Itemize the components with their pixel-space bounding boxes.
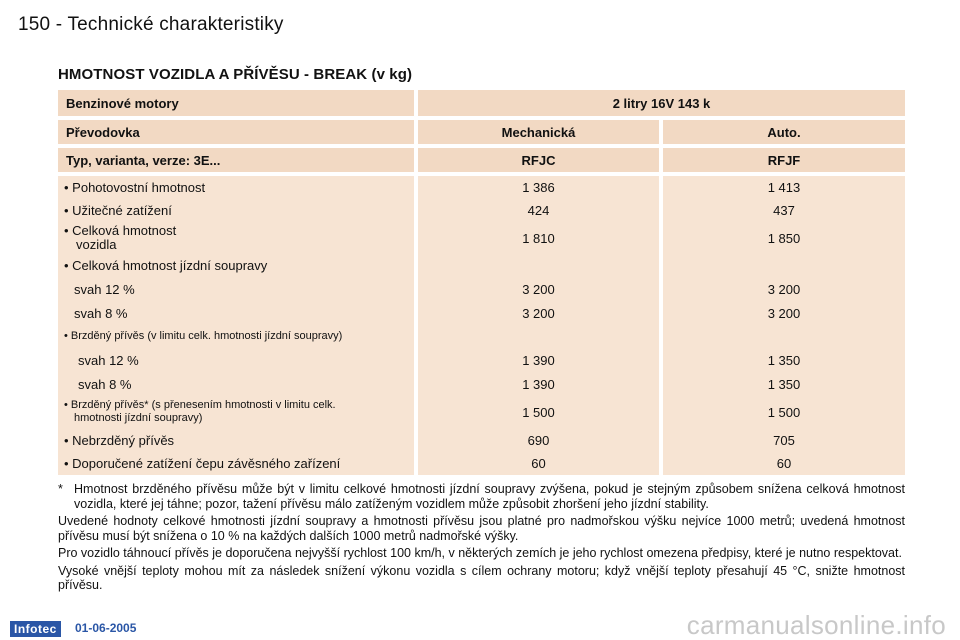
row-value: [418, 254, 659, 277]
row-label: [58, 396, 414, 428]
row-label: • Doporučené zatížení čepu závěsného zařízení: [64, 456, 341, 471]
gearbox-manual: Mechanická: [418, 120, 659, 144]
row-label-line1: • Celková hmotnost: [64, 223, 177, 238]
row-value: 3 200: [522, 306, 555, 321]
gearbox-label: Převodovka: [58, 120, 414, 144]
row-label: • Celková hmotnost jízdní soupravy: [64, 258, 268, 273]
row-value: 1 390: [522, 377, 555, 392]
row-value: 3 200: [767, 306, 801, 321]
engine-label: Benzinové motory: [58, 90, 414, 116]
row-value: 1 850: [767, 230, 801, 246]
row-value: 60: [531, 456, 546, 471]
row-value: 437: [773, 203, 795, 218]
row-label: • Pohotovostní hmotnost: [64, 180, 206, 195]
notes: [58, 482, 905, 593]
row-value: 1 350: [767, 353, 801, 368]
row-value: 60: [776, 456, 792, 471]
engine-value: 2 litry 16V 143 k: [418, 90, 905, 116]
row-value: 705: [773, 432, 795, 448]
row-label: svah 12 %: [74, 282, 135, 297]
row-value: 1 350: [767, 377, 801, 392]
page-header: 150 - Technické charakteristiky: [18, 14, 284, 35]
label-column: [58, 176, 414, 475]
type-row: [58, 148, 905, 172]
paragraph-temperature: Vysoké vnější teploty mohou mít za následek snížení výkonu vozidla s cílem ochrany motoru; když vnější teploty přesahují 45 °C, snižte hmotnost přívěsu.: [58, 563, 905, 592]
footnote: [58, 482, 905, 511]
paragraph-speed: Pro vozidlo táhnoucí přívěs je doporučena nejvyšší rychlost 100 km/h, v některých zemích je jeho rychlost omezena předpisy, které je nutno respektovat.: [58, 546, 902, 560]
weights-table: [58, 90, 905, 475]
row-label: svah 8 %: [78, 377, 132, 392]
row-value: 1 500: [767, 404, 801, 420]
row-value: [418, 325, 659, 348]
row-label: svah 12 %: [78, 353, 139, 368]
row-value: 3 200: [522, 282, 555, 297]
row-value: 1 810: [522, 230, 555, 246]
row-value: 1 390: [522, 353, 555, 368]
manual-column: [418, 176, 659, 475]
auto-column: [663, 176, 905, 475]
row-label-line1: • Brzděný přívěs* (s přenesením hmotnosti v limitu celk.: [64, 399, 336, 411]
infotec-logo: Infotec: [10, 621, 61, 637]
gearbox-row: [58, 120, 905, 144]
row-label: • Nebrzděný přívěs: [64, 432, 175, 448]
row-label: • Brzděný přívěs (v limitu celk. hmotnosti jízdní soupravy): [64, 330, 343, 342]
footnote-text: Hmotnost brzděného přívěsu může být v limitu celkové hmotnosti jízdní soupravy zvýšena, pokud je stejným způsobem snížena celková hmotnost vozidla, které jej táhne; pozor, tažení přívěsu málo zatíženým vozidlem může způsobit zhoršení jeho jízdní stability.: [74, 482, 905, 511]
type-label: Typ, varianta, verze: 3E...: [58, 148, 414, 172]
footnote-mark: *: [58, 482, 63, 496]
row-label: [58, 222, 414, 254]
table-body: [58, 176, 905, 475]
section-title: HMOTNOST VOZIDLA A PŘÍVĚSU - BREAK (v kg): [58, 66, 413, 83]
gearbox-auto: Auto.: [663, 120, 905, 144]
row-value: 3 200: [767, 282, 801, 297]
row-label-line2: hmotnosti jízdní soupravy): [74, 412, 203, 424]
engine-row: [58, 90, 905, 116]
row-value: 1 413: [767, 180, 801, 195]
type-manual: RFJC: [418, 148, 659, 172]
type-auto: RFJF: [663, 148, 905, 172]
watermark: carmanualsonline.info: [686, 610, 946, 640]
paragraph-altitude: Uvedené hodnoty celkové hmotnosti jízdní soupravy a hmotnosti přívěsu jsou platné pro nadmořskou výšku nejvíce 1000 metrů; uvedená hmotnost přívěsu musí být snížena o 10 % na každých dalších 1000 metrů nadmořské výšky.: [58, 514, 905, 543]
row-value: [663, 325, 905, 348]
row-label: • Užitečné zatížení: [64, 203, 172, 218]
row-value: 424: [527, 203, 550, 218]
row-value: 690: [527, 432, 550, 448]
row-value: [663, 254, 905, 277]
row-label-line2: vozidla: [76, 237, 117, 252]
row-value: 1 500: [522, 404, 555, 420]
row-value: 1 386: [522, 180, 555, 195]
row-label: svah 8 %: [74, 306, 128, 321]
footer-date: 01-06-2005: [75, 621, 137, 635]
